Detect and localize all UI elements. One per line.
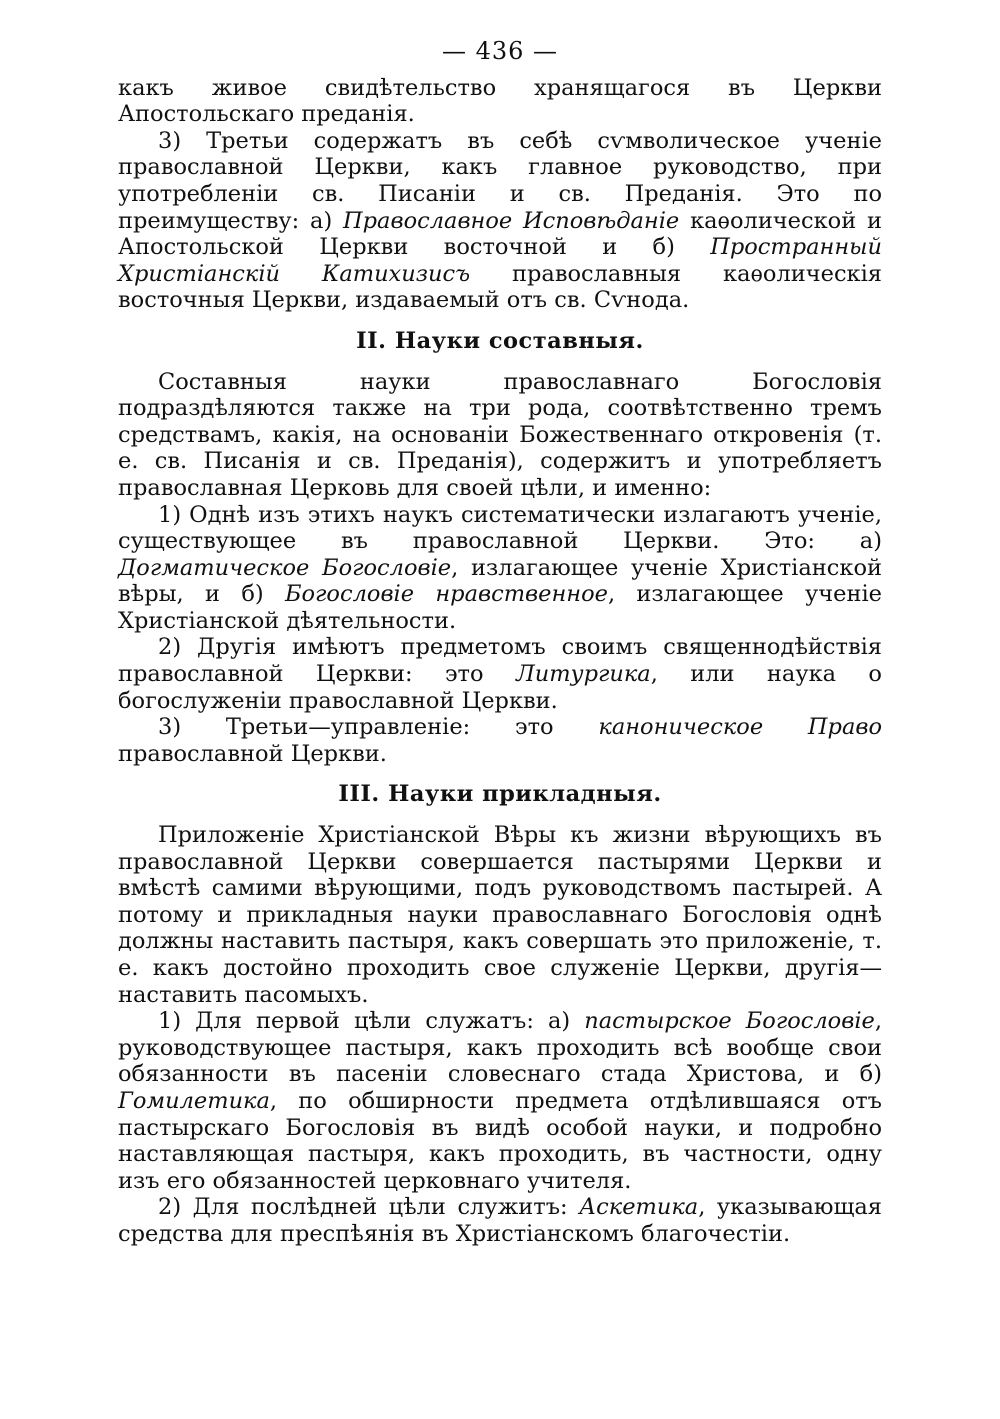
paragraph-symbolic-books <box>118 128 882 314</box>
text-run: православныя каѳолическія восточныя Церкви, издаваемый отъ св. Сѵнода. <box>118 260 882 314</box>
text-run: 1) Однѣ изъ этихъ наукъ систематически излагаютъ ученіе, существующее въ православной Церкви. Это: а) <box>118 501 882 555</box>
section-heading-applied-sciences: III. Науки прикладныя. <box>338 781 662 808</box>
text-run: , излагающее ученіе Христіанской дѣятельности. <box>118 581 882 634</box>
paragraph-continuation: какъ живое свидѣтельство хранящагося въ Церкви Апостольскаго преданія. <box>118 74 882 128</box>
paragraph-applied-intro: Приложеніе Христіанской Вѣры къ жизни вѣрующихъ въ православной Церкви совершается пастырями Церкви и вмѣстѣ самими вѣрующими, подъ руководствомъ пастырей. А потому и прикладныя науки православнаго Богословія однѣ должны наставить пастыря, какъ совершать это приложеніе, т. е. какъ достойно проходить свое служеніе Церкви, другія—наставить пасомыхъ. <box>118 822 882 1008</box>
text-run: 1) Для первой цѣли служатъ: а) <box>158 1008 585 1035</box>
paragraph-compound-3 <box>118 714 882 767</box>
italic-term: каноническое Право <box>598 714 882 741</box>
section-heading-compound-sciences: II. Науки составныя. <box>356 327 644 354</box>
italic-term: Аскетика <box>579 1194 699 1221</box>
italic-term: Православное Исповѣданіе <box>343 207 680 234</box>
text-run: , указывающая средства для преспѣянія въ Христіанскомъ благочестіи. <box>118 1194 882 1247</box>
text-run: каѳолической и Апостольской Церкви восточной и б) <box>118 207 883 261</box>
paragraph-applied-1 <box>118 1008 882 1194</box>
italic-term: Пространный Христіанскій Катихизисъ <box>118 234 882 287</box>
text-run: 2) Для послѣдней цѣли служитъ: <box>158 1194 580 1221</box>
text-run: 2) Другія имѣютъ предметомъ своимъ священнодѣйствія православной Церкви: это <box>118 634 882 688</box>
page-number: — 436 — <box>441 37 559 65</box>
text-run: , излагающее ученіе Христіанской вѣры, и б) <box>118 554 882 608</box>
text-run: , по обширности предмета отдѣлившаяся отъ пастырскаго Богословія въ видѣ особой науки, и подробно наставляющая пастыря, какъ проходить, въ частности, одну изъ его обязанностей церковнаго учителя. <box>118 1087 882 1194</box>
paragraph-applied-2 <box>118 1194 882 1247</box>
paragraph-compound-intro: Составныя науки православнаго Богословія подраздѣляются также на три рода, соотвѣтственно тремъ средствамъ, какія, на основаніи Божественнаго откровенія (т. е. св. Писанія и св. Преданія), содержитъ и употребляетъ православная Церковь для своей цѣли, и именно: <box>118 368 882 501</box>
paragraph-compound-2 <box>118 634 882 714</box>
paragraph-compound-1 <box>118 502 882 635</box>
italic-term: Гомилетика <box>118 1087 270 1114</box>
text-run: , руководствующее пастыря, какъ проходить всѣ вообще свои обязанности въ пасеніи словеснаго стада Христова, и б) <box>118 1008 882 1088</box>
italic-term: Литургика <box>515 661 651 688</box>
text-run: , или наука о богослуженіи православной Церкви. <box>118 661 882 714</box>
italic-term: Догматическое Богословіе <box>118 554 452 581</box>
text-run: 3) Третьи—управленіе: это <box>158 714 599 741</box>
text-run: православной Церкви. <box>118 740 387 767</box>
italic-term: Богословіе нравственное <box>284 581 608 608</box>
text-run: 3) Третьи содержатъ въ себѣ сѵмволическое ученіе православной Церкви, какъ главное руководство, при употребленіи св. Писаніи и св. Преданія. Это по преимуществу: а) <box>118 127 882 234</box>
italic-term: пастырское Богословіе <box>584 1008 875 1035</box>
